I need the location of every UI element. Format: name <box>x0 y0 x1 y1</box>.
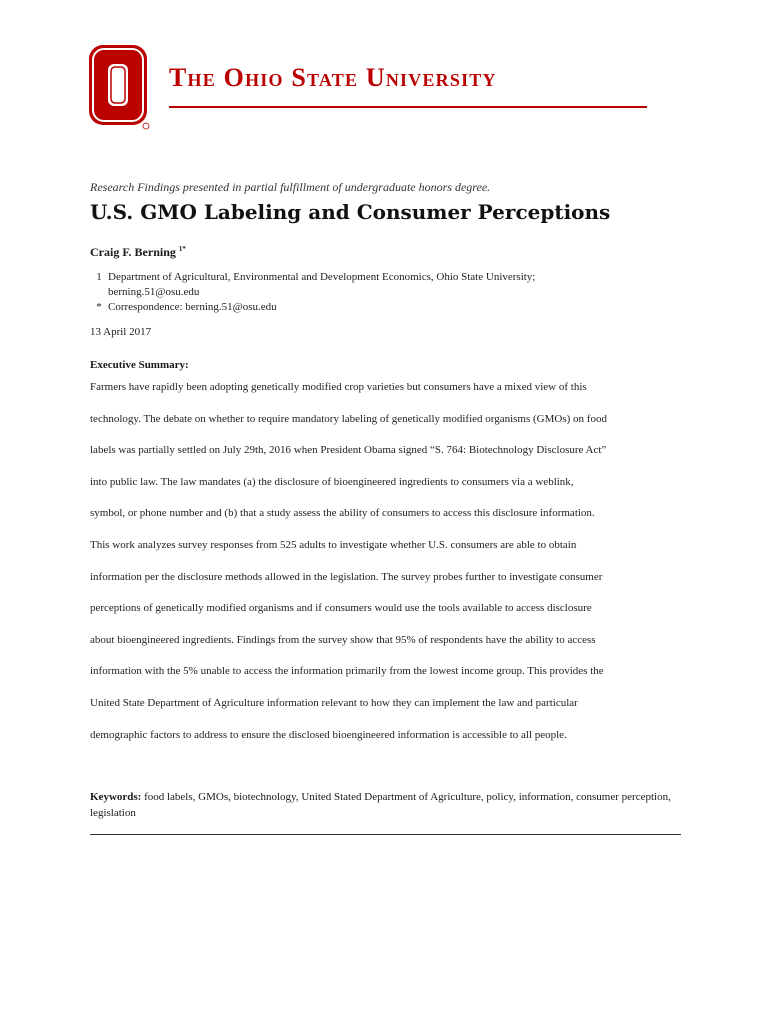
affiliation-line <box>90 301 277 313</box>
summary-heading: Executive Summary: <box>90 359 189 371</box>
summary-line: Farmers have rapidly been adopting genetically modified crop varieties but consumers have a mixed view of this <box>90 381 587 393</box>
summary-line: technology. The debate on whether to require mandatory labeling of genetically modified organisms (GMOs) on food <box>90 412 607 425</box>
keywords-label: Keywords: <box>90 791 142 803</box>
section-divider <box>90 834 681 835</box>
affiliation-mark: * <box>96 301 102 313</box>
affiliation-line <box>90 271 535 283</box>
summary-line: United State Department of Agriculture information relevant to how they can implement the law and particular <box>90 696 578 709</box>
summary-line: symbol, or phone number and (b) that a study assess the ability of consumers to access this disclosure information. <box>90 507 595 520</box>
keywords-block <box>90 789 680 821</box>
author-marks: 1* <box>178 245 186 253</box>
keywords-text: food labels, GMOs, biotechnology, United Stated Department of Agriculture, policy, information, consumer perception, legislation <box>90 791 671 819</box>
summary-line: about bioengineered ingredients. Findings from the survey show that 95% of respondents have the ability to access <box>90 633 596 646</box>
block-o-icon <box>88 44 150 130</box>
summary-line: demographic factors to address to ensure the disclosed bioengineered information is accessible to all people. <box>90 728 567 741</box>
affiliation-mark: 1 <box>96 271 102 283</box>
affiliation-text: Department of Agricultural, Environmental and Development Economics, Ohio State University; <box>108 271 536 283</box>
summary-line: perceptions of genetically modified organisms and if consumers would use the tools available to access disclosure <box>90 602 592 615</box>
university-logo <box>88 44 658 136</box>
author-line <box>90 245 186 260</box>
affiliation-line <box>90 286 199 298</box>
summary-line: information with the 5% unable to access the information primarily from the lowest income group. This provides the <box>90 665 604 678</box>
honors-note: Research Findings presented in partial fulfillment of undergraduate honors degree. <box>90 180 491 194</box>
university-wordmark: The Ohio State University <box>169 63 497 92</box>
author-name: Craig F. Berning <box>90 245 176 259</box>
summary-line: information per the disclosure methods allowed in the legislation. The survey probes further to investigate consumer <box>90 570 603 583</box>
summary-line: into public law. The law mandates (a) the disclosure of bioengineered ingredients to consumers via a weblink, <box>90 475 574 488</box>
executive-summary <box>90 377 675 756</box>
paper-date: 13 April 2017 <box>90 326 152 338</box>
summary-line: labels was partially settled on July 29th, 2016 when President Obama signed “S. 764: Biotechnology Disclosure Act” <box>90 444 607 457</box>
wordmark-underline <box>169 106 647 108</box>
summary-line: This work analyzes survey responses from 525 adults to investigate whether U.S. consumers are able to obtain <box>90 538 577 551</box>
affiliation-text[interactable]: berning.51@osu.edu <box>108 286 200 298</box>
correspondence-text[interactable]: Correspondence: berning.51@osu.edu <box>108 301 277 313</box>
paper-title: U.S. GMO Labeling and Consumer Perceptions <box>90 200 611 224</box>
